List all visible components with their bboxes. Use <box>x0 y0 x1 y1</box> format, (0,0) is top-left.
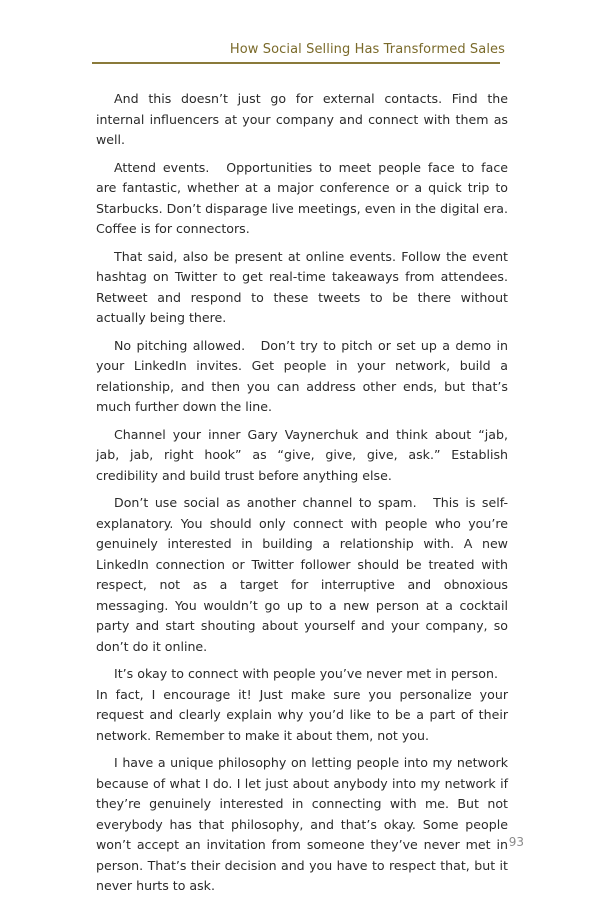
paragraph-3 <box>96 247 508 329</box>
paragraph-lead: Don’t use social as another channel to spam. <box>114 495 417 510</box>
paragraph-text: In fact, I encourage it! Just make sure you personalize your request and clearly explain why you’d like to be a part of their network. Remember to make it about them, not you. <box>96 686 508 743</box>
paragraph-6 <box>96 493 508 657</box>
paragraph-text: This is self-explanatory. You should only connect with people who you’re genuinely interested in building a relationship with. A new LinkedIn connection or Twitter follower should be treated with respect, not as a target for interruptive and obnoxious messaging. You wouldn’t go up to a new person at a cocktail party and start shouting about yourself and your company, so don’t do it online. <box>96 495 509 654</box>
paragraph-4 <box>96 336 508 418</box>
paragraph-lead: It’s okay to connect with people you’ve never met in person. <box>114 666 498 681</box>
paragraph-lead: Attend events. <box>114 159 210 175</box>
paragraph-1 <box>96 89 508 151</box>
body-text <box>96 89 508 904</box>
paragraph-lead: No pitching allowed. <box>114 337 246 353</box>
header-rule <box>92 62 500 64</box>
paragraph-5 <box>96 425 508 487</box>
paragraph-text: Opportunities to meet people face to face are fantastic, whether at a major conference or a quick trip to Starbucks. Don’t disparage live meetings, even in the digital era. Coffee is for connectors. <box>96 159 508 236</box>
paragraph-text: Don’t try to pitch or set up a demo in your LinkedIn invites. Get people in your network, build a relationship, and then you can address other ends, but that’s much further down the line. <box>96 337 508 414</box>
page-number: 93 <box>508 835 524 849</box>
paragraph-text: I have a unique philosophy on letting people into my network because of what I do. I let just about anybody into my network if they’re genuinely interested in connecting with me. But not everybody has that philosophy, and that’s okay. Some people won’t accept an invitation from someone they’ve never met in person. That’s their decision and you have to respect that, but it never hurts to ask. <box>96 755 508 893</box>
paragraph-text: That said, also be present at online events. Follow the event hashtag on Twitter to get real-time takeaways from attendees. Retweet and respond to these tweets to be there without actually being there. <box>96 248 508 325</box>
paragraph-2 <box>96 158 508 240</box>
running-header: How Social Selling Has Transformed Sales <box>229 42 505 57</box>
paragraph-8 <box>96 753 508 897</box>
paragraph-7 <box>96 664 508 746</box>
paragraph-text: Channel your inner Gary Vaynerchuk and think about “jab, jab, jab, right hook” as “give, give, give, ask.” Establish credibility and build trust before anything else. <box>96 426 508 483</box>
paragraph-text: And this doesn’t just go for external contacts. Find the internal influencers at your company and connect with them as well. <box>96 91 508 147</box>
